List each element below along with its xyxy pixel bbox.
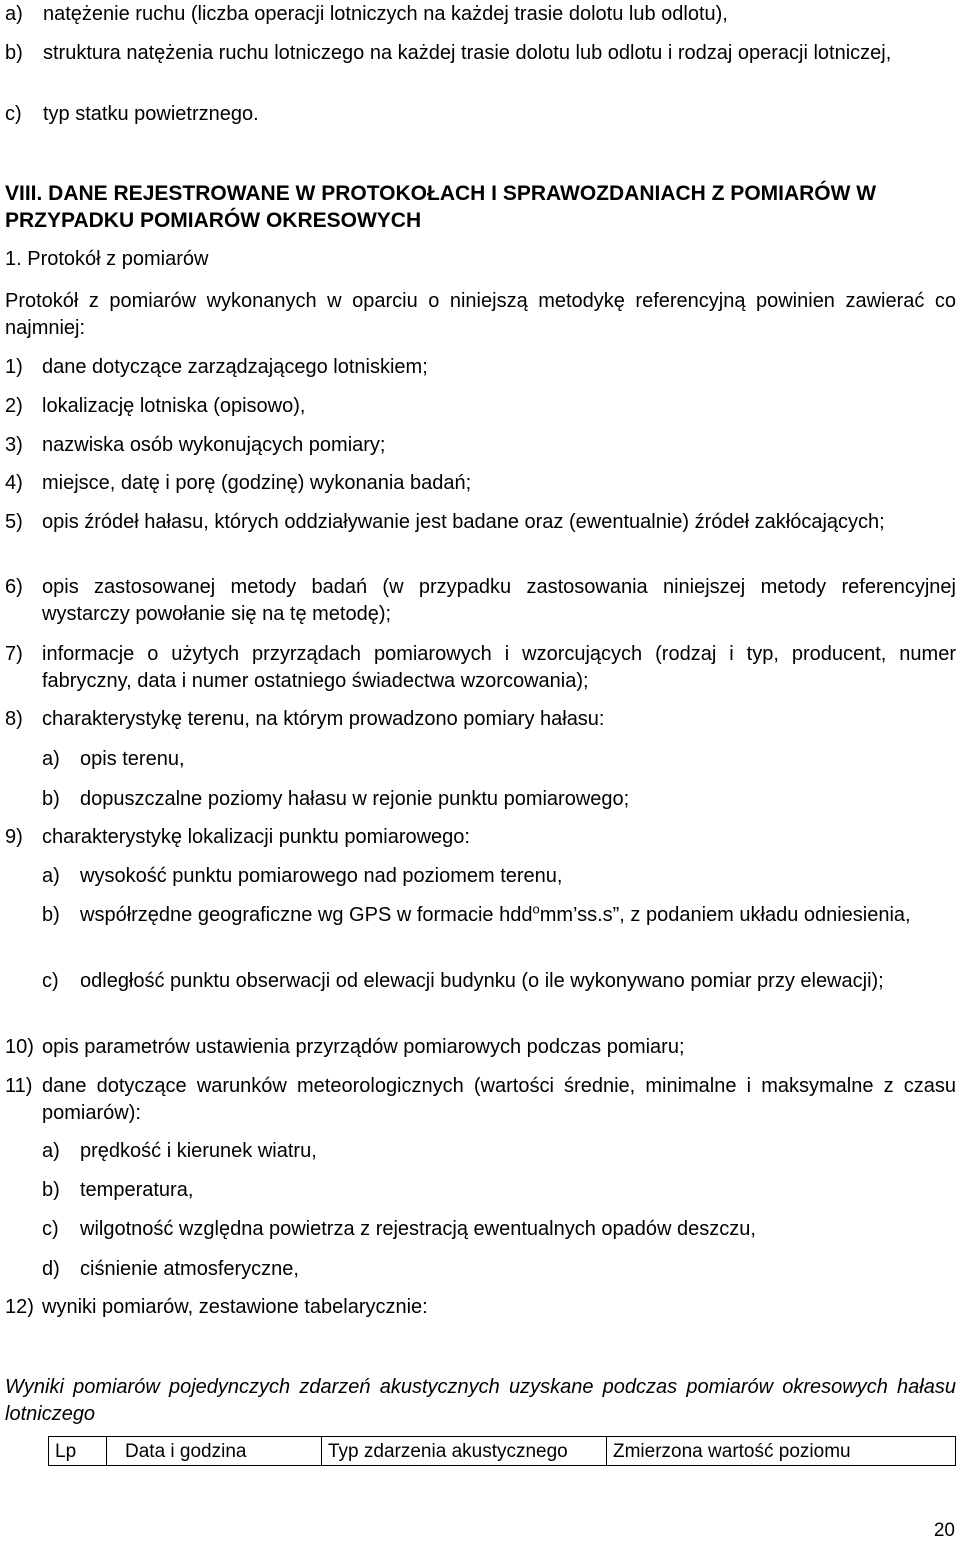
numbered-item — [5, 432, 960, 459]
item-text: informacje o użytych przyrządach pomiarowych i wzorcujących (rodzaj i typ, producent, numer fabryczny, data i numer ostatniego świadectwa wzorcowania); — [42, 643, 956, 692]
item-label: 1) — [5, 356, 23, 378]
item-label: 7) — [5, 643, 23, 665]
item-text: lokalizację lotniska (opisowo), — [42, 395, 306, 417]
sub-label: a) — [42, 1140, 60, 1162]
item-label: 6) — [5, 576, 23, 598]
numbered-item — [5, 1294, 960, 1321]
table-header-cell: Data i godzina — [107, 1437, 322, 1466]
item-text: opis parametrów ustawienia przyrządów pomiarowych podczas pomiaru; — [42, 1036, 685, 1058]
sub-label: b) — [42, 788, 60, 810]
list-label: c) — [5, 103, 22, 125]
item-label: 12) — [5, 1296, 34, 1318]
numbered-item — [5, 393, 960, 420]
table-header-cell: Lp — [49, 1437, 107, 1466]
intro-paragraph: Protokół z pomiarów wykonanych w oparciu o niniejszą metodykę referencyjną powinien zawierać co najmniej: — [5, 290, 956, 339]
numbered-item — [5, 1073, 960, 1127]
numbered-item — [5, 1034, 960, 1061]
item-text: opis źródeł hałasu, których oddziaływanie jest badane oraz (ewentualnie) źródeł zakłócających; — [42, 511, 885, 533]
sub-item — [42, 786, 960, 813]
table-header-row — [49, 1437, 956, 1466]
numbered-item — [5, 470, 960, 497]
numbered-item — [5, 574, 960, 628]
sub-label: d) — [42, 1258, 60, 1280]
numbered-item — [5, 354, 960, 381]
item-label: 2) — [5, 395, 23, 417]
sub-label: c) — [42, 1218, 59, 1240]
item-text: dane dotyczące warunków meteorologicznych (wartości średnie, minimalne i maksymalne z czasu pomiarów): — [42, 1075, 956, 1124]
list-item — [5, 101, 960, 128]
sub-text: współrzędne geograficzne wg GPS w formacie hdd$^o$mm’ss.s”, z podaniem układu odniesienia, — [80, 901, 911, 926]
sub-item — [42, 968, 960, 995]
item-label: 8) — [5, 708, 23, 730]
table-header-cell: Typ zdarzenia akustycznego — [322, 1437, 607, 1466]
item-label: 5) — [5, 511, 23, 533]
table-header-cell: Zmierzona wartość poziomu — [607, 1437, 956, 1466]
item-text: opis zastosowanej metody badań (w przypadku zastosowania niniejszej metody referencyjnej wystarczy powołanie się na tę metodę); — [42, 576, 956, 625]
sub-text: ciśnienie atmosferyczne, — [80, 1258, 299, 1280]
sub-label: c) — [42, 970, 59, 992]
item-label: 10) — [5, 1036, 34, 1058]
sub-text: wilgotność względna powietrza z rejestracją ewentualnych opadów deszczu, — [80, 1218, 756, 1240]
numbered-item — [5, 641, 960, 695]
sub-item — [42, 1177, 960, 1204]
list-text: struktura natężenia ruchu lotniczego na każdej trasie dolotu lub odlotu i rodzaj operacji lotniczej, — [43, 42, 892, 64]
item-label: 11) — [5, 1075, 33, 1097]
page-number: 20 — [933, 1520, 955, 1541]
sub-item — [42, 746, 960, 773]
sub-text: wysokość punktu pomiarowego nad poziomem terenu, — [80, 865, 563, 887]
list-item — [5, 40, 960, 67]
sub-label: b) — [42, 904, 60, 926]
numbered-item — [5, 824, 960, 851]
item-label: 4) — [5, 472, 23, 494]
item-text: charakterystykę terenu, na którym prowadzono pomiary hałasu: — [42, 708, 605, 730]
sub-text: odległość punktu obserwacji od elewacji budynku (o ile wykonywano pomiar przy elewacji); — [80, 970, 884, 992]
list-label: b) — [5, 42, 23, 64]
sub-label: b) — [42, 1179, 60, 1201]
list-item — [5, 1, 960, 28]
sub-text: prędkość i kierunek wiatru, — [80, 1140, 317, 1162]
sub-item — [42, 1138, 960, 1165]
list-label: a) — [5, 3, 23, 25]
item-label: 3) — [5, 434, 23, 456]
item-text: charakterystykę lokalizacji punktu pomiarowego: — [42, 826, 470, 848]
list-text: typ statku powietrznego. — [43, 103, 259, 125]
item-text: miejsce, datę i porę (godzinę) wykonania badań; — [42, 472, 472, 494]
section-subheading: 1. Protokół z pomiarów — [5, 248, 209, 270]
sub-label: a) — [42, 748, 60, 770]
numbered-item — [5, 706, 960, 733]
sub-label: a) — [42, 865, 60, 887]
sub-text: opis terenu, — [80, 748, 185, 770]
item-text: nazwiska osób wykonujących pomiary; — [42, 434, 386, 456]
item-text: dane dotyczące zarządzającego lotniskiem; — [42, 356, 428, 378]
section-heading: VIII. DANE REJESTROWANE W PROTOKOŁACH I SPRAWOZDANIACH Z POMIARÓW W PRZYPADKU POMIARÓW OKRESOWYCH — [5, 182, 877, 232]
sub-text: temperatura, — [80, 1179, 194, 1201]
sub-item — [42, 902, 960, 929]
table-caption: Wyniki pomiarów pojedynczych zdarzeń akustycznych uzyskane podczas pomiarów okresowych hałasu lotniczego — [5, 1376, 956, 1425]
sub-item — [42, 863, 960, 890]
item-label: 9) — [5, 826, 23, 848]
sub-item — [42, 1216, 960, 1243]
numbered-item — [5, 509, 960, 536]
sub-item — [42, 1256, 960, 1283]
sub-text: dopuszczalne poziomy hałasu w rejonie punktu pomiarowego; — [80, 788, 630, 810]
results-table — [48, 1436, 956, 1466]
item-text: wyniki pomiarów, zestawione tabelarycznie: — [42, 1296, 428, 1318]
list-text: natężenie ruchu (liczba operacji lotniczych na każdej trasie dolotu lub odlotu), — [43, 3, 728, 25]
